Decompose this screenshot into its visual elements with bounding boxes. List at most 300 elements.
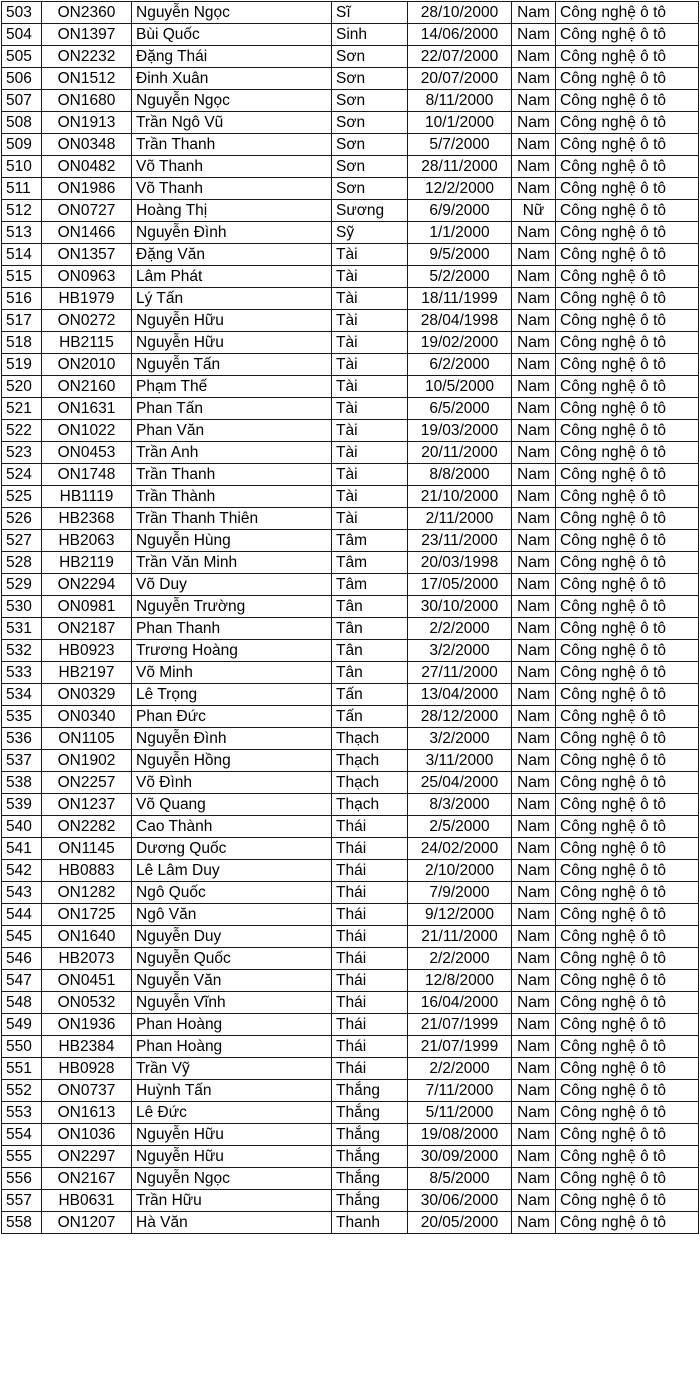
- family-middle-name-cell: Võ Minh: [132, 662, 332, 684]
- given-name-cell: Sơn: [332, 156, 408, 178]
- table-row: [2, 1058, 699, 1080]
- family-middle-name-cell: Phan Tấn: [132, 398, 332, 420]
- row-number-cell: 516: [2, 288, 42, 310]
- gender-cell: Nam: [512, 970, 556, 992]
- major-cell: Công nghệ ô tô: [556, 288, 699, 310]
- table-row: [2, 772, 699, 794]
- row-number-cell: 547: [2, 970, 42, 992]
- birth-date-cell: 19/02/2000: [408, 332, 512, 354]
- family-middle-name-cell: Đinh Xuân: [132, 68, 332, 90]
- table-row: [2, 1014, 699, 1036]
- given-name-cell: Thạch: [332, 794, 408, 816]
- family-middle-name-cell: Cao Thành: [132, 816, 332, 838]
- gender-cell: Nam: [512, 838, 556, 860]
- student-id-cell: ON1397: [42, 24, 132, 46]
- student-id-cell: ON0340: [42, 706, 132, 728]
- family-middle-name-cell: Nguyễn Ngọc: [132, 1168, 332, 1190]
- gender-cell: Nam: [512, 508, 556, 530]
- gender-cell: Nam: [512, 618, 556, 640]
- given-name-cell: Thái: [332, 1014, 408, 1036]
- gender-cell: Nam: [512, 1036, 556, 1058]
- student-id-cell: ON1357: [42, 244, 132, 266]
- birth-date-cell: 19/03/2000: [408, 420, 512, 442]
- student-id-cell: HB2119: [42, 552, 132, 574]
- given-name-cell: Tài: [332, 354, 408, 376]
- row-number-cell: 507: [2, 90, 42, 112]
- table-row: [2, 1212, 699, 1234]
- row-number-cell: 553: [2, 1102, 42, 1124]
- birth-date-cell: 2/2/2000: [408, 948, 512, 970]
- student-id-cell: ON0727: [42, 200, 132, 222]
- gender-cell: Nam: [512, 772, 556, 794]
- student-id-cell: ON1913: [42, 112, 132, 134]
- gender-cell: Nam: [512, 46, 556, 68]
- student-id-cell: HB0883: [42, 860, 132, 882]
- birth-date-cell: 8/8/2000: [408, 464, 512, 486]
- row-number-cell: 544: [2, 904, 42, 926]
- student-id-cell: ON0329: [42, 684, 132, 706]
- major-cell: Công nghệ ô tô: [556, 354, 699, 376]
- row-number-cell: 518: [2, 332, 42, 354]
- row-number-cell: 549: [2, 1014, 42, 1036]
- student-id-cell: ON2010: [42, 354, 132, 376]
- major-cell: Công nghệ ô tô: [556, 640, 699, 662]
- birth-date-cell: 6/9/2000: [408, 200, 512, 222]
- given-name-cell: Tài: [332, 420, 408, 442]
- given-name-cell: Sĩ: [332, 2, 408, 24]
- table-row: [2, 838, 699, 860]
- student-id-cell: ON0981: [42, 596, 132, 618]
- table-row: [2, 552, 699, 574]
- given-name-cell: Tài: [332, 266, 408, 288]
- given-name-cell: Thái: [332, 1058, 408, 1080]
- student-id-cell: ON0451: [42, 970, 132, 992]
- major-cell: Công nghệ ô tô: [556, 1102, 699, 1124]
- birth-date-cell: 23/11/2000: [408, 530, 512, 552]
- table-body: [2, 2, 699, 1234]
- given-name-cell: Sơn: [332, 112, 408, 134]
- family-middle-name-cell: Trương Hoàng: [132, 640, 332, 662]
- table-row: [2, 420, 699, 442]
- row-number-cell: 520: [2, 376, 42, 398]
- row-number-cell: 514: [2, 244, 42, 266]
- gender-cell: Nam: [512, 332, 556, 354]
- row-number-cell: 542: [2, 860, 42, 882]
- student-id-cell: ON1640: [42, 926, 132, 948]
- row-number-cell: 529: [2, 574, 42, 596]
- row-number-cell: 503: [2, 2, 42, 24]
- gender-cell: Nam: [512, 684, 556, 706]
- student-id-cell: ON2257: [42, 772, 132, 794]
- row-number-cell: 536: [2, 728, 42, 750]
- row-number-cell: 556: [2, 1168, 42, 1190]
- birth-date-cell: 20/07/2000: [408, 68, 512, 90]
- student-id-cell: ON1512: [42, 68, 132, 90]
- given-name-cell: Thái: [332, 860, 408, 882]
- row-number-cell: 509: [2, 134, 42, 156]
- row-number-cell: 537: [2, 750, 42, 772]
- given-name-cell: Thạch: [332, 750, 408, 772]
- major-cell: Công nghệ ô tô: [556, 574, 699, 596]
- row-number-cell: 545: [2, 926, 42, 948]
- student-id-cell: HB2063: [42, 530, 132, 552]
- birth-date-cell: 9/12/2000: [408, 904, 512, 926]
- birth-date-cell: 24/02/2000: [408, 838, 512, 860]
- gender-cell: Nam: [512, 860, 556, 882]
- major-cell: Công nghệ ô tô: [556, 464, 699, 486]
- table-row: [2, 266, 699, 288]
- family-middle-name-cell: Nguyễn Vĩnh: [132, 992, 332, 1014]
- family-middle-name-cell: Nguyễn Hữu: [132, 1124, 332, 1146]
- given-name-cell: Tấn: [332, 706, 408, 728]
- family-middle-name-cell: Đặng Thái: [132, 46, 332, 68]
- birth-date-cell: 12/2/2000: [408, 178, 512, 200]
- table-row: [2, 134, 699, 156]
- major-cell: Công nghệ ô tô: [556, 772, 699, 794]
- family-middle-name-cell: Lý Tấn: [132, 288, 332, 310]
- given-name-cell: Tài: [332, 376, 408, 398]
- row-number-cell: 534: [2, 684, 42, 706]
- birth-date-cell: 20/05/2000: [408, 1212, 512, 1234]
- row-number-cell: 526: [2, 508, 42, 530]
- given-name-cell: Tài: [332, 398, 408, 420]
- row-number-cell: 527: [2, 530, 42, 552]
- row-number-cell: 525: [2, 486, 42, 508]
- major-cell: Công nghệ ô tô: [556, 948, 699, 970]
- table-row: [2, 1080, 699, 1102]
- birth-date-cell: 30/10/2000: [408, 596, 512, 618]
- gender-cell: Nam: [512, 1102, 556, 1124]
- table-row: [2, 904, 699, 926]
- row-number-cell: 513: [2, 222, 42, 244]
- family-middle-name-cell: Nguyễn Đình: [132, 222, 332, 244]
- student-id-cell: ON2187: [42, 618, 132, 640]
- gender-cell: Nam: [512, 112, 556, 134]
- family-middle-name-cell: Bùi Quốc: [132, 24, 332, 46]
- family-middle-name-cell: Nguyễn Hữu: [132, 310, 332, 332]
- table-row: [2, 376, 699, 398]
- given-name-cell: Sương: [332, 200, 408, 222]
- family-middle-name-cell: Võ Thanh: [132, 156, 332, 178]
- major-cell: Công nghệ ô tô: [556, 904, 699, 926]
- birth-date-cell: 21/07/1999: [408, 1036, 512, 1058]
- gender-cell: Nam: [512, 376, 556, 398]
- birth-date-cell: 30/06/2000: [408, 1190, 512, 1212]
- major-cell: Công nghệ ô tô: [556, 1168, 699, 1190]
- major-cell: Công nghệ ô tô: [556, 926, 699, 948]
- given-name-cell: Thái: [332, 904, 408, 926]
- row-number-cell: 506: [2, 68, 42, 90]
- student-id-cell: ON1237: [42, 794, 132, 816]
- birth-date-cell: 8/5/2000: [408, 1168, 512, 1190]
- row-number-cell: 515: [2, 266, 42, 288]
- given-name-cell: Tài: [332, 332, 408, 354]
- gender-cell: Nam: [512, 706, 556, 728]
- birth-date-cell: 6/2/2000: [408, 354, 512, 376]
- major-cell: Công nghệ ô tô: [556, 970, 699, 992]
- given-name-cell: Thái: [332, 970, 408, 992]
- table-row: [2, 640, 699, 662]
- student-id-cell: ON2167: [42, 1168, 132, 1190]
- student-id-cell: ON2360: [42, 2, 132, 24]
- gender-cell: Nam: [512, 1124, 556, 1146]
- row-number-cell: 550: [2, 1036, 42, 1058]
- birth-date-cell: 18/11/1999: [408, 288, 512, 310]
- major-cell: Công nghệ ô tô: [556, 222, 699, 244]
- major-cell: Công nghệ ô tô: [556, 332, 699, 354]
- major-cell: Công nghệ ô tô: [556, 2, 699, 24]
- gender-cell: Nam: [512, 662, 556, 684]
- table-row: [2, 112, 699, 134]
- given-name-cell: Thắng: [332, 1080, 408, 1102]
- major-cell: Công nghệ ô tô: [556, 156, 699, 178]
- student-id-cell: ON1207: [42, 1212, 132, 1234]
- given-name-cell: Thạch: [332, 772, 408, 794]
- birth-date-cell: 28/12/2000: [408, 706, 512, 728]
- major-cell: Công nghệ ô tô: [556, 1146, 699, 1168]
- major-cell: Công nghệ ô tô: [556, 244, 699, 266]
- birth-date-cell: 10/1/2000: [408, 112, 512, 134]
- family-middle-name-cell: Phan Hoàng: [132, 1014, 332, 1036]
- gender-cell: Nam: [512, 530, 556, 552]
- birth-date-cell: 2/2/2000: [408, 1058, 512, 1080]
- major-cell: Công nghệ ô tô: [556, 1080, 699, 1102]
- table-row: [2, 970, 699, 992]
- student-id-cell: ON0482: [42, 156, 132, 178]
- row-number-cell: 528: [2, 552, 42, 574]
- table-row: [2, 596, 699, 618]
- gender-cell: Nam: [512, 222, 556, 244]
- family-middle-name-cell: Trần Thành: [132, 486, 332, 508]
- given-name-cell: Tài: [332, 288, 408, 310]
- family-middle-name-cell: Võ Đình: [132, 772, 332, 794]
- gender-cell: Nam: [512, 596, 556, 618]
- birth-date-cell: 22/07/2000: [408, 46, 512, 68]
- birth-date-cell: 7/9/2000: [408, 882, 512, 904]
- family-middle-name-cell: Lâm Phát: [132, 266, 332, 288]
- family-middle-name-cell: Hoàng Thị: [132, 200, 332, 222]
- row-number-cell: 517: [2, 310, 42, 332]
- birth-date-cell: 3/2/2000: [408, 640, 512, 662]
- given-name-cell: Tâm: [332, 574, 408, 596]
- family-middle-name-cell: Trần Ngô Vũ: [132, 112, 332, 134]
- given-name-cell: Thắng: [332, 1102, 408, 1124]
- family-middle-name-cell: Ngô Quốc: [132, 882, 332, 904]
- family-middle-name-cell: Nguyễn Văn: [132, 970, 332, 992]
- given-name-cell: Thạch: [332, 728, 408, 750]
- student-id-cell: ON0348: [42, 134, 132, 156]
- student-id-cell: HB2368: [42, 508, 132, 530]
- gender-cell: Nam: [512, 266, 556, 288]
- row-number-cell: 532: [2, 640, 42, 662]
- row-number-cell: 551: [2, 1058, 42, 1080]
- major-cell: Công nghệ ô tô: [556, 1014, 699, 1036]
- given-name-cell: Thái: [332, 816, 408, 838]
- given-name-cell: Sơn: [332, 90, 408, 112]
- family-middle-name-cell: Trần Vỹ: [132, 1058, 332, 1080]
- student-id-cell: ON1466: [42, 222, 132, 244]
- student-id-cell: ON1145: [42, 838, 132, 860]
- table-row: [2, 332, 699, 354]
- birth-date-cell: 27/11/2000: [408, 662, 512, 684]
- gender-cell: Nam: [512, 1190, 556, 1212]
- gender-cell: Nam: [512, 574, 556, 596]
- gender-cell: Nữ: [512, 200, 556, 222]
- major-cell: Công nghệ ô tô: [556, 112, 699, 134]
- student-id-cell: ON1036: [42, 1124, 132, 1146]
- given-name-cell: Thắng: [332, 1190, 408, 1212]
- student-id-cell: ON1613: [42, 1102, 132, 1124]
- birth-date-cell: 28/04/1998: [408, 310, 512, 332]
- given-name-cell: Thái: [332, 882, 408, 904]
- birth-date-cell: 20/03/1998: [408, 552, 512, 574]
- major-cell: Công nghệ ô tô: [556, 750, 699, 772]
- student-id-cell: ON1105: [42, 728, 132, 750]
- row-number-cell: 540: [2, 816, 42, 838]
- given-name-cell: Sơn: [332, 46, 408, 68]
- given-name-cell: Sỹ: [332, 222, 408, 244]
- row-number-cell: 505: [2, 46, 42, 68]
- table-row: [2, 574, 699, 596]
- student-id-cell: ON1282: [42, 882, 132, 904]
- major-cell: Công nghệ ô tô: [556, 24, 699, 46]
- family-middle-name-cell: Nguyễn Hồng: [132, 750, 332, 772]
- student-id-cell: ON1986: [42, 178, 132, 200]
- table-row: [2, 1102, 699, 1124]
- gender-cell: Nam: [512, 750, 556, 772]
- row-number-cell: 511: [2, 178, 42, 200]
- birth-date-cell: 17/05/2000: [408, 574, 512, 596]
- given-name-cell: Tài: [332, 310, 408, 332]
- gender-cell: Nam: [512, 948, 556, 970]
- row-number-cell: 531: [2, 618, 42, 640]
- row-number-cell: 530: [2, 596, 42, 618]
- major-cell: Công nghệ ô tô: [556, 794, 699, 816]
- given-name-cell: Sơn: [332, 68, 408, 90]
- gender-cell: Nam: [512, 640, 556, 662]
- given-name-cell: Tân: [332, 596, 408, 618]
- gender-cell: Nam: [512, 398, 556, 420]
- given-name-cell: Tân: [332, 662, 408, 684]
- table-row: [2, 1168, 699, 1190]
- birth-date-cell: 16/04/2000: [408, 992, 512, 1014]
- row-number-cell: 512: [2, 200, 42, 222]
- given-name-cell: Thái: [332, 948, 408, 970]
- row-number-cell: 538: [2, 772, 42, 794]
- row-number-cell: 523: [2, 442, 42, 464]
- major-cell: Công nghệ ô tô: [556, 838, 699, 860]
- major-cell: Công nghệ ô tô: [556, 728, 699, 750]
- table-row: [2, 398, 699, 420]
- table-row: [2, 244, 699, 266]
- gender-cell: Nam: [512, 178, 556, 200]
- gender-cell: Nam: [512, 420, 556, 442]
- gender-cell: Nam: [512, 68, 556, 90]
- student-id-cell: HB1119: [42, 486, 132, 508]
- gender-cell: Nam: [512, 244, 556, 266]
- table-row: [2, 992, 699, 1014]
- gender-cell: Nam: [512, 1058, 556, 1080]
- row-number-cell: 558: [2, 1212, 42, 1234]
- student-id-cell: ON0963: [42, 266, 132, 288]
- major-cell: Công nghệ ô tô: [556, 310, 699, 332]
- row-number-cell: 510: [2, 156, 42, 178]
- birth-date-cell: 3/11/2000: [408, 750, 512, 772]
- major-cell: Công nghệ ô tô: [556, 508, 699, 530]
- student-id-cell: HB0631: [42, 1190, 132, 1212]
- gender-cell: Nam: [512, 2, 556, 24]
- student-id-cell: ON1631: [42, 398, 132, 420]
- major-cell: Công nghệ ô tô: [556, 684, 699, 706]
- family-middle-name-cell: Lê Đức: [132, 1102, 332, 1124]
- given-name-cell: Thanh: [332, 1212, 408, 1234]
- family-middle-name-cell: Nguyễn Tấn: [132, 354, 332, 376]
- student-id-cell: ON2282: [42, 816, 132, 838]
- major-cell: Công nghệ ô tô: [556, 90, 699, 112]
- student-id-cell: HB1979: [42, 288, 132, 310]
- table-row: [2, 1124, 699, 1146]
- gender-cell: Nam: [512, 354, 556, 376]
- student-id-cell: HB2384: [42, 1036, 132, 1058]
- birth-date-cell: 1/1/2000: [408, 222, 512, 244]
- major-cell: Công nghệ ô tô: [556, 552, 699, 574]
- gender-cell: Nam: [512, 486, 556, 508]
- gender-cell: Nam: [512, 24, 556, 46]
- table-row: [2, 618, 699, 640]
- student-id-cell: HB2197: [42, 662, 132, 684]
- row-number-cell: 543: [2, 882, 42, 904]
- given-name-cell: Tài: [332, 486, 408, 508]
- student-id-cell: ON0453: [42, 442, 132, 464]
- gender-cell: Nam: [512, 552, 556, 574]
- table-row: [2, 2, 699, 24]
- table-row: [2, 354, 699, 376]
- birth-date-cell: 5/7/2000: [408, 134, 512, 156]
- gender-cell: Nam: [512, 442, 556, 464]
- given-name-cell: Sinh: [332, 24, 408, 46]
- student-id-cell: ON2232: [42, 46, 132, 68]
- major-cell: Công nghệ ô tô: [556, 398, 699, 420]
- student-id-cell: ON0272: [42, 310, 132, 332]
- table-row: [2, 794, 699, 816]
- family-middle-name-cell: Dương Quốc: [132, 838, 332, 860]
- family-middle-name-cell: Trần Anh: [132, 442, 332, 464]
- family-middle-name-cell: Nguyễn Hữu: [132, 332, 332, 354]
- family-middle-name-cell: Nguyễn Đình: [132, 728, 332, 750]
- table-row: [2, 948, 699, 970]
- table-row: [2, 684, 699, 706]
- birth-date-cell: 28/11/2000: [408, 156, 512, 178]
- gender-cell: Nam: [512, 904, 556, 926]
- student-id-cell: ON1936: [42, 1014, 132, 1036]
- student-id-cell: HB2073: [42, 948, 132, 970]
- row-number-cell: 504: [2, 24, 42, 46]
- major-cell: Công nghệ ô tô: [556, 1212, 699, 1234]
- row-number-cell: 533: [2, 662, 42, 684]
- birth-date-cell: 20/11/2000: [408, 442, 512, 464]
- birth-date-cell: 5/2/2000: [408, 266, 512, 288]
- table-row: [2, 90, 699, 112]
- gender-cell: Nam: [512, 926, 556, 948]
- birth-date-cell: 8/11/2000: [408, 90, 512, 112]
- major-cell: Công nghệ ô tô: [556, 376, 699, 398]
- given-name-cell: Tân: [332, 618, 408, 640]
- student-id-cell: ON1902: [42, 750, 132, 772]
- given-name-cell: Tâm: [332, 552, 408, 574]
- gender-cell: Nam: [512, 156, 556, 178]
- gender-cell: Nam: [512, 464, 556, 486]
- gender-cell: Nam: [512, 816, 556, 838]
